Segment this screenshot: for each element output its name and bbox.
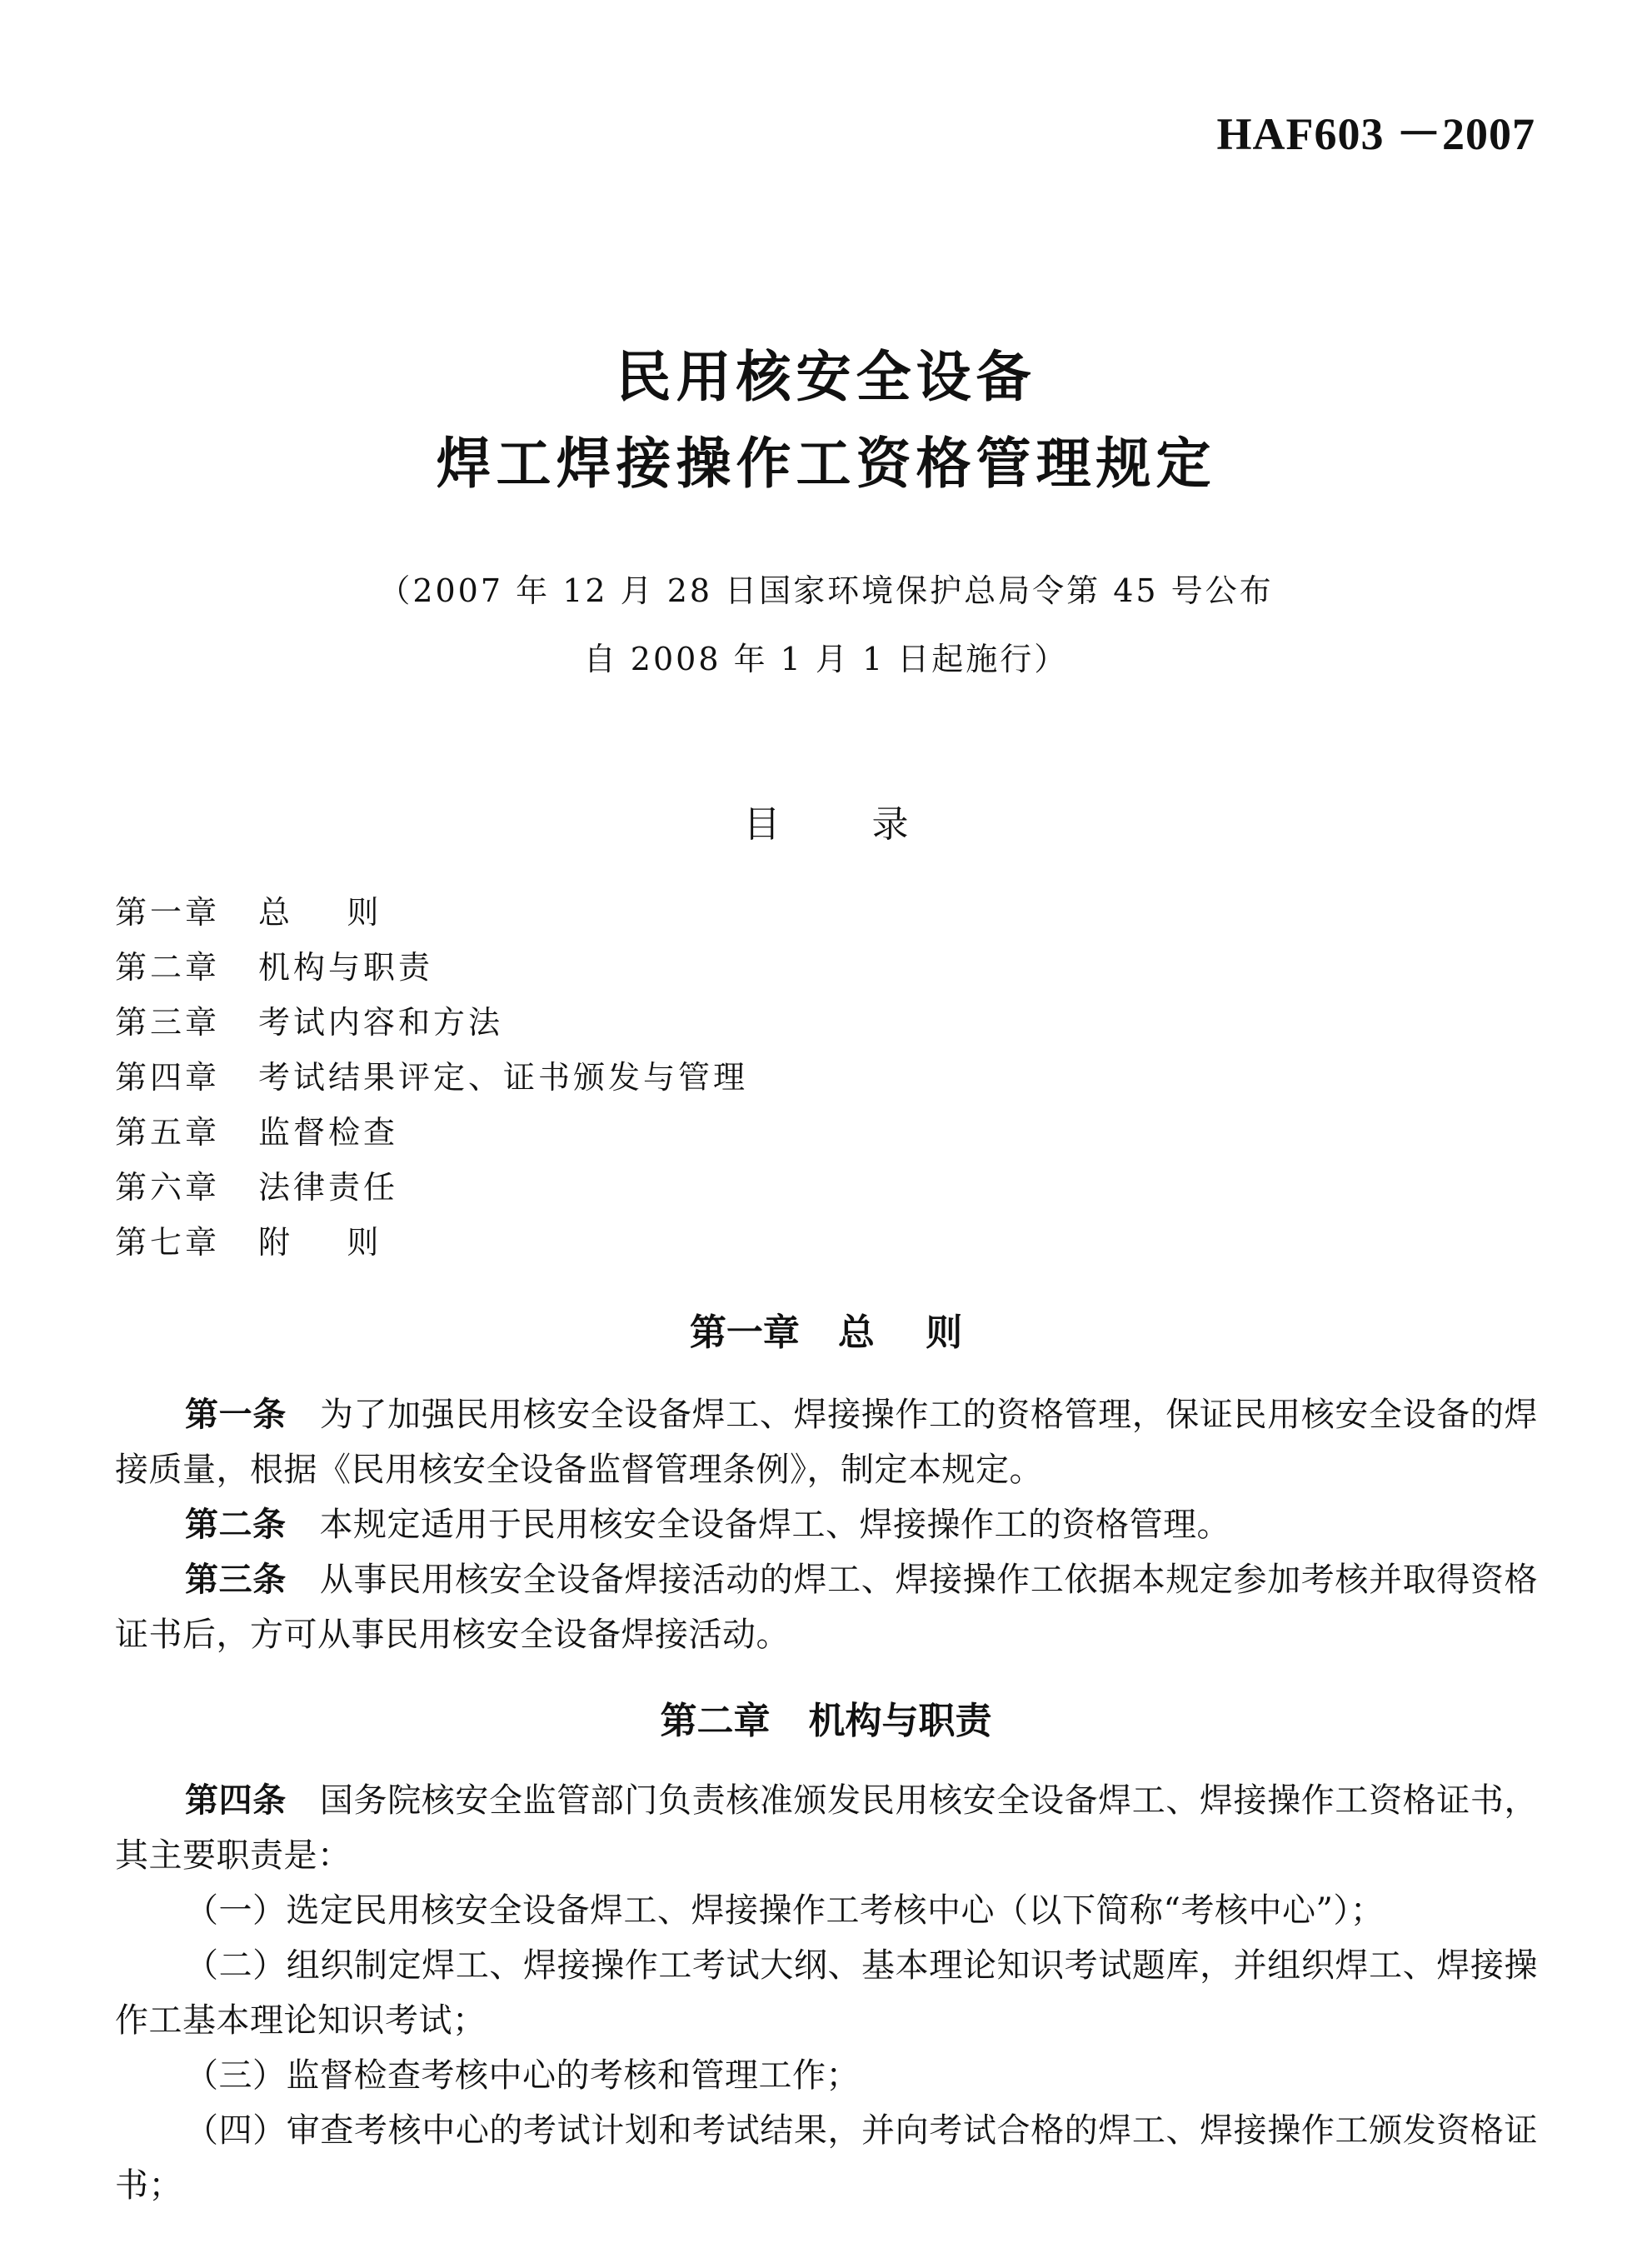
chapter-2-body [115,1773,1538,2213]
promulgation-note [0,557,1652,693]
promulgation-line-1: （2007 年 12 月 28 日国家环境保护总局令第 45 号公布 [378,572,1274,609]
chapter-1-heading: 第一章 总 则 [689,1311,963,1354]
table-of-contents [115,885,748,1270]
toc-item [115,995,748,1050]
article-text: 为了加强民用核安全设备焊工、焊接操作工的资格管理，保证民用核安全设备的焊接质量，根据《民用核安全设备监督管理条例》，制定本规定。 [115,1396,1539,1489]
toc-heading-char-2: 录 [871,803,909,846]
title-line-1: 民用核安全设备 [616,344,1036,409]
toc-chapter-title: 考试内容和方法 [258,1004,504,1041]
toc-chapter-number: 第四章 [115,1059,221,1096]
article-label: 第一条 [185,1396,287,1434]
toc-chapter-number: 第二章 [115,949,221,986]
chapter-1-body [115,1387,1538,1662]
toc-item [115,1105,748,1160]
toc-item [115,940,748,995]
document-code: HAF603 －2007 [1216,109,1535,159]
toc-chapter-title: 机构与职责 [258,949,434,986]
article-label: 第三条 [185,1561,287,1599]
toc-chapter-number: 第七章 [115,1224,221,1261]
chapter-2-heading: 第二章 机构与职责 [660,1700,992,1742]
article-3 [115,1552,1538,1662]
article-label: 第四条 [185,1781,287,1820]
toc-chapter-number: 第五章 [115,1114,221,1151]
title-line-2: 焊工焊接操作工资格管理规定 [436,431,1216,496]
document-title [0,333,1652,507]
toc-item [115,885,748,940]
toc-chapter-title: 法律责任 [258,1169,399,1206]
toc-chapter-title: 监督检查 [258,1114,399,1151]
article-label: 第二条 [185,1506,287,1544]
article-text: 从事民用核安全设备焊接活动的焊工、焊接操作工依据本规定参加考核并取得资格证书后，方可从事民用核安全设备焊接活动。 [115,1561,1539,1654]
article-text: 国务院核安全监管部门负责核准颁发民用核安全设备焊工、焊接操作工资格证书，其主要职责是： [115,1781,1539,1875]
toc-chapter-title: 附 则 [258,1224,382,1261]
toc-heading [0,800,1652,850]
toc-chapter-number: 第一章 [115,894,221,931]
toc-item [115,1160,748,1215]
article-text: 本规定适用于民用核安全设备焊工、焊接操作工的资格管理。 [319,1506,1230,1544]
article-4-item-1: （一）选定民用核安全设备焊工、焊接操作工考核中心（以下简称“考核中心”）； [185,1891,1385,1930]
toc-heading-char-1: 目 [743,803,781,846]
article-4 [115,1773,1538,1883]
toc-item [115,1215,748,1270]
toc-chapter-number: 第三章 [115,1004,221,1041]
toc-chapter-title: 考试结果评定、证书颁发与管理 [258,1059,749,1096]
promulgation-line-2: 自 2008 年 1 月 1 日起施行） [583,641,1069,677]
article-4-item-4: （四）审查考核中心的考试计划和考试结果，并向考试合格的焊工、焊接操作工颁发资格证书； [115,2111,1538,2205]
article-4-item-3: （三）监督检查考核中心的考核和管理工作； [185,2056,860,2095]
article-4-item-2: （二）组织制定焊工、焊接操作工考试大纲、基本理论知识考试题库，并组织焊工、焊接操作工基本理论知识考试； [115,1946,1538,2040]
toc-chapter-number: 第六章 [115,1169,221,1206]
toc-item [115,1050,748,1105]
article-1 [115,1387,1538,1497]
toc-chapter-title: 总 则 [258,894,382,931]
article-2 [115,1497,1538,1552]
